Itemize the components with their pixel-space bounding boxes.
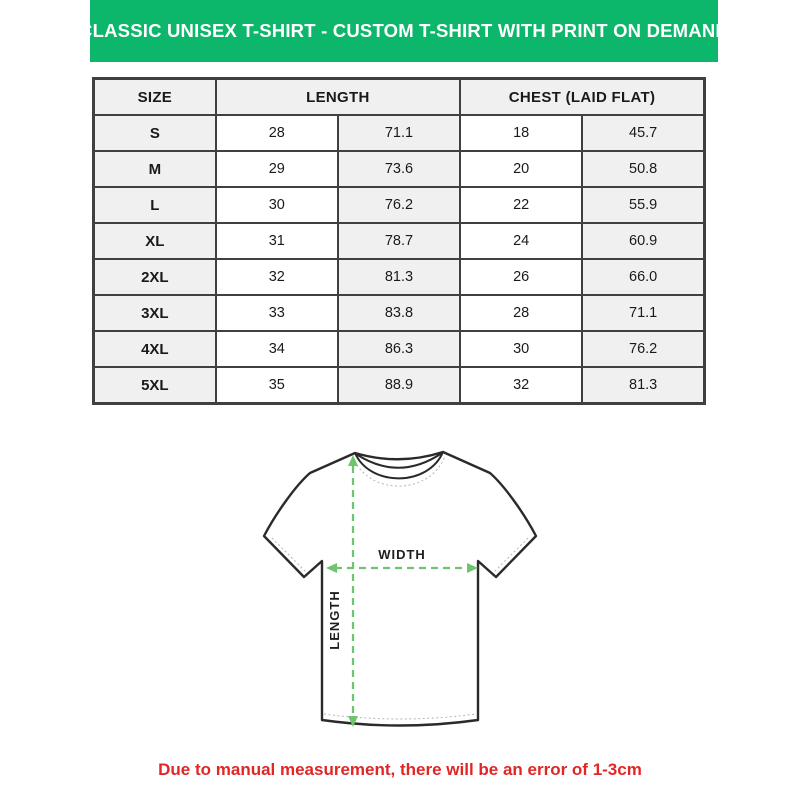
chest-cm-cell: 71.1 xyxy=(582,295,704,331)
table-row-l xyxy=(94,187,705,223)
length-cm-cell: 76.2 xyxy=(338,187,460,223)
length-label: LENGTH xyxy=(327,590,342,650)
length-in-cell: 30 xyxy=(216,187,338,223)
length-in-cell: 28 xyxy=(216,115,338,151)
tshirt-body-outline xyxy=(264,452,536,726)
length-in-cell: 35 xyxy=(216,367,338,404)
chest-cm-cell: 55.9 xyxy=(582,187,704,223)
chest-in-cell: 22 xyxy=(460,187,582,223)
chest-cm-cell: 76.2 xyxy=(582,331,704,367)
chest-in-cell: 28 xyxy=(460,295,582,331)
length-cm-cell: 88.9 xyxy=(338,367,460,404)
length-cm-cell: 73.6 xyxy=(338,151,460,187)
size-cell: S xyxy=(94,115,216,151)
col-header-length: LENGTH xyxy=(216,79,460,116)
size-cell: 3XL xyxy=(94,295,216,331)
chest-cm-cell: 50.8 xyxy=(582,151,704,187)
size-cell: XL xyxy=(94,223,216,259)
size-cell: 2XL xyxy=(94,259,216,295)
page-title: CLASSIC UNISEX T-SHIRT - CUSTOM T-SHIRT WITH PRINT ON DEMAND xyxy=(79,20,729,41)
size-table-body xyxy=(94,115,705,404)
table-row-m xyxy=(94,151,705,187)
table-row-2xl xyxy=(94,259,705,295)
size-table-header xyxy=(94,79,705,116)
chest-cm-cell: 66.0 xyxy=(582,259,704,295)
size-cell: 4XL xyxy=(94,331,216,367)
chest-in-cell: 18 xyxy=(460,115,582,151)
col-header-chest: CHEST (LAID FLAT) xyxy=(460,79,704,116)
table-row-s xyxy=(94,115,705,151)
chest-in-cell: 30 xyxy=(460,331,582,367)
length-cm-cell: 83.8 xyxy=(338,295,460,331)
length-in-cell: 29 xyxy=(216,151,338,187)
chest-in-cell: 32 xyxy=(460,367,582,404)
length-in-cell: 32 xyxy=(216,259,338,295)
header-row xyxy=(94,79,705,116)
chest-in-cell: 24 xyxy=(460,223,582,259)
length-cm-cell: 71.1 xyxy=(338,115,460,151)
length-in-cell: 33 xyxy=(216,295,338,331)
chest-in-cell: 26 xyxy=(460,259,582,295)
tshirt-outline-svg xyxy=(240,430,560,750)
chest-cm-cell: 60.9 xyxy=(582,223,704,259)
table-row-xl xyxy=(94,223,705,259)
length-in-cell: 34 xyxy=(216,331,338,367)
length-cm-cell: 78.7 xyxy=(338,223,460,259)
length-in-cell: 31 xyxy=(216,223,338,259)
chest-cm-cell: 81.3 xyxy=(582,367,704,404)
chest-in-cell: 20 xyxy=(460,151,582,187)
measurement-error-note: Due to manual measurement, there will be an error of 1-3cm xyxy=(158,760,642,779)
table-row-3xl xyxy=(94,295,705,331)
size-cell: 5XL xyxy=(94,367,216,404)
col-header-size: SIZE xyxy=(94,79,216,116)
length-cm-cell: 81.3 xyxy=(338,259,460,295)
size-table xyxy=(92,77,706,405)
width-label: WIDTH xyxy=(378,547,426,562)
size-cell: M xyxy=(94,151,216,187)
table-row-4xl xyxy=(94,331,705,367)
table-row-5xl xyxy=(94,367,705,404)
tshirt-measurement-diagram xyxy=(240,430,560,750)
size-cell: L xyxy=(94,187,216,223)
length-cm-cell: 86.3 xyxy=(338,331,460,367)
chest-cm-cell: 45.7 xyxy=(582,115,704,151)
title-banner xyxy=(79,0,729,62)
